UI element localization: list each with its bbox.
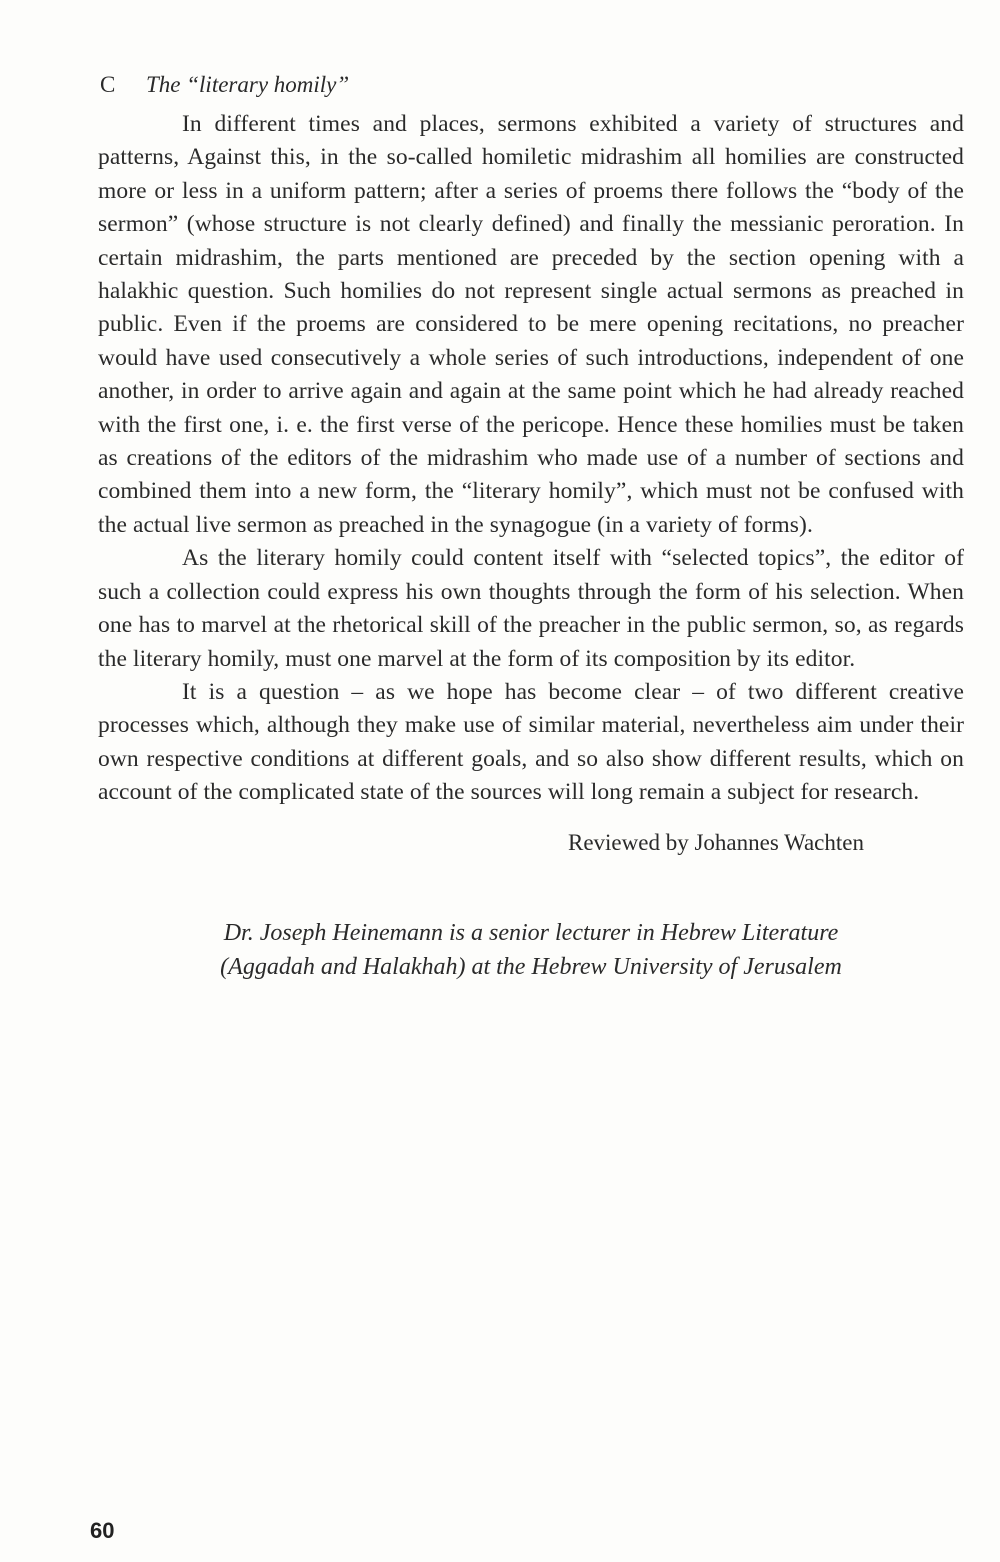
paragraph: It is a question – as we hope has become clear – of two different creative processes which, although they make use of similar material, nevertheless aim under their own respective conditions at different goals, and so also show different results, which on account of the complicated state of the sources will long remain a subject for research.: [98, 678, 964, 806]
section-letter: C: [100, 72, 116, 97]
page-number: 60: [90, 1518, 115, 1543]
author-note-line: (Aggadah and Halakhah) at the Hebrew University of Jerusalem: [220, 953, 842, 980]
paragraph: As the literary homily could content itself with “selected topics”, the editor of such a collection could express his own thoughts through the form of his selection. When one has to marvel at the rhetorical skill of the preacher in the public sermon, so, as regards the literary homily, must one marvel at the form of its composition by its editor.: [98, 545, 964, 672]
reviewer-credit: Reviewed by Johannes Wachten: [567, 829, 864, 855]
author-note-line: Dr. Joseph Heinemann is a senior lecturer in Hebrew Literature: [223, 919, 839, 946]
paragraph: In different times and places, sermons exhibited a variety of structures and patterns, Against this, in the so-called homiletic midrashim all homilies are constructed more or less in a uniform pattern; after a series of proems there follows the “body of the sermon” (whose structure is not clearly defined) and finally the messianic peroration. In certain midrashim, the parts mentioned are preceded by the section opening with a halakhic question. Such homilies do not represent single actual sermons as preached in public. Even if the proems are considered to be mere opening recitations, no preacher would have used consecutively a whole series of such introductions, independent of one another, in order to arrive again and again at the same point which he had already reached with the first one, i. e. the first verse of the pericope. Hence these homilies must be taken as creations of the editors of the midrashim who made use of a number of sections and combined them into a new form, the “literary homily”, which must not be confused with the actual live sermon as preached in the synagogue (in a variety of forms).: [98, 111, 964, 538]
section-title: The “literary homily”: [146, 72, 350, 97]
body-text: [98, 108, 964, 810]
page-content: [98, 68, 964, 984]
section-heading: [98, 68, 964, 102]
author-note: [98, 916, 964, 984]
